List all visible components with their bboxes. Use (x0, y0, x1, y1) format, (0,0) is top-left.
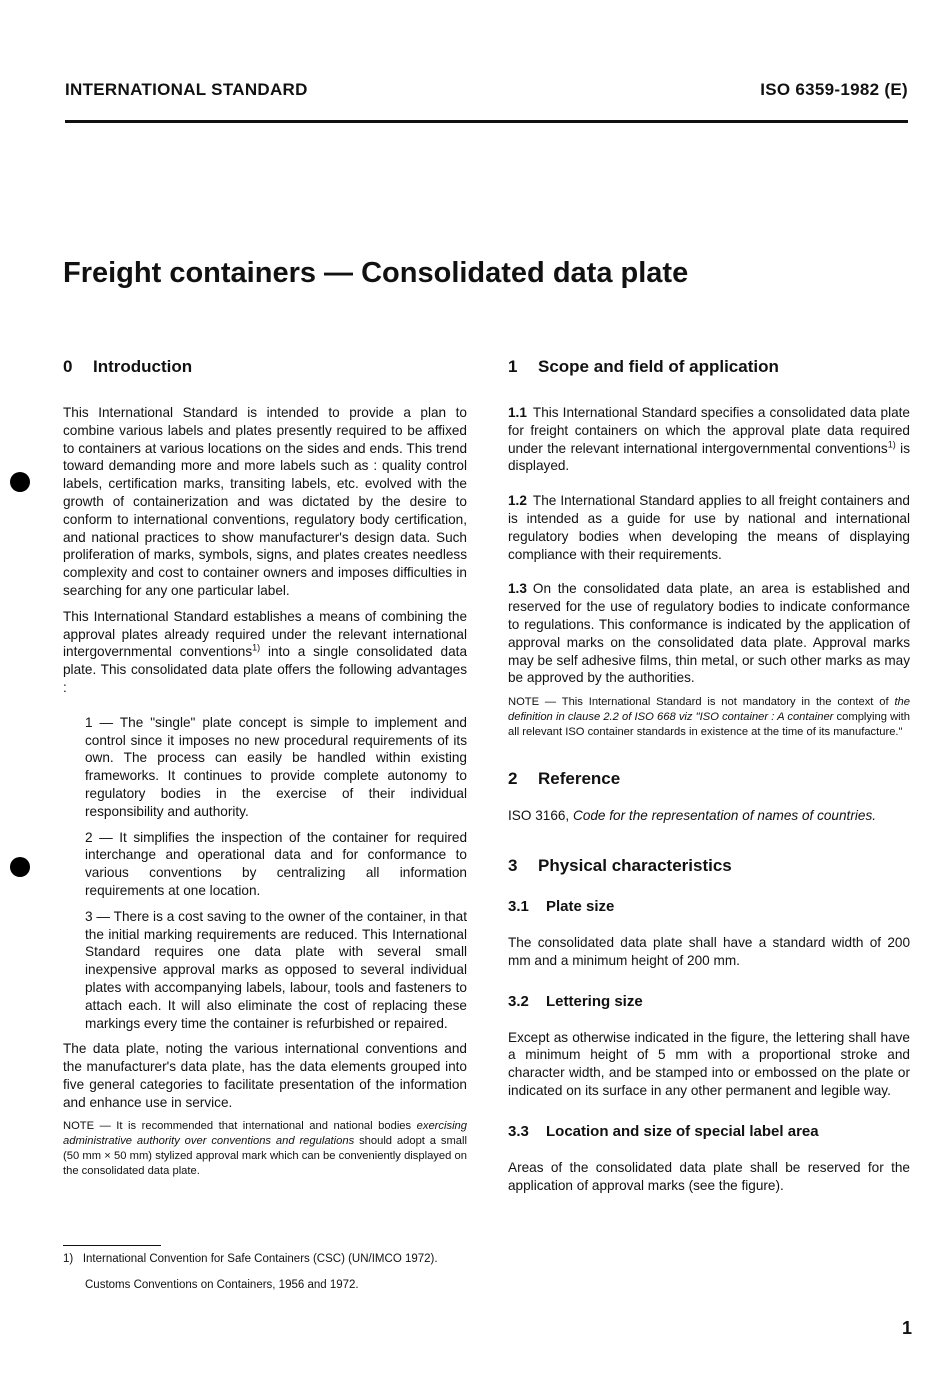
footnote-1 (63, 1251, 438, 1267)
margin-bullet-mark (10, 857, 30, 877)
margin-bullet-mark (10, 472, 30, 492)
clause-text: The International Standard applies to all freight containers and is intended as a guide for use by national and international regulatory bodies when developing the means of displaying compliance with their requirements. (508, 493, 910, 562)
reference-entry (508, 807, 910, 825)
intro-paragraph-2-text: This International Standard establishes a means of combining the approval plates already required under the relevant international intergovernmental conventions (63, 608, 467, 660)
intro-paragraph-3: The data plate, noting the various international conventions and the manufacturer's data plate, has the data elements grouped into five general categories to facilitate presentation of the information and enhance use in service. (63, 1041, 467, 1110)
subsection-title: Location and size of special label area (546, 1122, 819, 1140)
header-rule (65, 120, 908, 123)
reference-code: ISO 3166, (508, 808, 573, 824)
advantage-1: 1 — The "single" plate concept is simple to implement and control since it imposes no new procedural requirements of its own. The process can easily be handled within existing frameworks. It continues to provide complete autonomy to regulatory bodies in the exercise of their individual responsibility and authority. (85, 714, 467, 819)
right-column (508, 356, 910, 1194)
subsection-title: Plate size (546, 897, 615, 915)
left-column (63, 356, 467, 1179)
section-2-heading (508, 768, 910, 790)
label-area-text: Areas of the consolidated data plate shall be reserved for the application of approval marks (see the figure). (508, 1159, 910, 1193)
clause-text: On the consolidated data plate, an area is established and reserved for the use of regulatory bodies to indicate conformance to regulations. This conformance is indicated by the application of approval marks on the consolidated data plate. Approval marks may be self adhesive films, thin metal, or such other marks as may be approved by the authorities. (508, 581, 910, 686)
section-title: Scope and field of application (538, 357, 779, 376)
scope-note (508, 695, 910, 740)
clause-text: This International Standard specifies a consolidated data plate for freight containers on which the approval plate data required under the relevant international intergovernmental conventions (508, 405, 910, 456)
section-3-heading (508, 855, 910, 877)
note-text: This International Standard is not mandatory in the context of (561, 696, 889, 709)
clause-text-end: is displayed. (508, 440, 910, 474)
section-title: Reference (538, 769, 621, 789)
note-label: NOTE — (508, 696, 562, 709)
subsection-number: 3.1 (508, 897, 529, 915)
section-number: 1 (508, 357, 518, 376)
intro-paragraph-2-text-end: into a single consolidated data plate. This consolidated data plate offers the following advantages : (63, 644, 467, 695)
note-text-end: should adopt a small (50 mm × 50 mm) stylized approval mark which can be conveniently displayed on the consolidated data plate. (63, 1135, 467, 1178)
note-label: NOTE — (63, 1120, 117, 1133)
footnote-1-continued: Customs Conventions on Containers, 1956 and 1972. (85, 1279, 359, 1291)
section-number: 2 (508, 769, 518, 789)
subsection-3-2-heading (508, 992, 910, 1012)
subsection-3-3-heading (508, 1122, 910, 1142)
footnote-ref: 1) (252, 642, 261, 653)
clause-1-3 (508, 580, 910, 687)
note-text-end: complying with all relevant ISO container standards in existence at the time of its manufacture." (508, 711, 910, 739)
note-text-italic: the definition in clause 2.2 of ISO 668 viz "ISO container : A container (508, 696, 910, 724)
footnote-ref: 1) (887, 439, 896, 450)
intro-paragraph-2 (63, 608, 467, 697)
note-text-italic: exercising administrative authority over conventions and regulations (63, 1120, 468, 1148)
clause-1-2 (508, 492, 910, 563)
subsection-number: 3.3 (508, 1122, 529, 1140)
reference-title: Code for the representation of names of countries. (573, 808, 877, 824)
section-0-heading (63, 356, 467, 378)
clause-number: 1.2 (508, 493, 527, 509)
header-standard-type: INTERNATIONAL STANDARD (65, 80, 308, 99)
section-number: 3 (508, 855, 518, 875)
plate-size-text: The consolidated data plate shall have a standard width of 200 mm and a minimum height of 200 mm. (508, 934, 910, 968)
intro-note (63, 1119, 467, 1179)
section-1-heading (508, 356, 910, 378)
intro-paragraph-1: This International Standard is intended to provide a plan to combine various labels and plates presently required to be affixed to containers at various locations on the sides and ends. This trend toward demanding more and more labels such as : quality control labels, certification marks, transiting labels, etc. evolved with the growth of containerization and was dictated by the desire to conform to international conventions, regulatory body certification, and national practices to show manufacturer's design data. Such proliferation of marks, symbols, signs, and plates creates needless complexity and cost to container owners and imposes difficulties in searching for any one particular label. (63, 405, 467, 598)
clause-1-1 (508, 404, 910, 475)
clause-number: 1.3 (508, 581, 527, 597)
subsection-title: Lettering size (546, 992, 643, 1010)
advantage-3: 3 — There is a cost saving to the owner of the container, in that the initial marking requirements are reduced. This International Standard requires one data plate with several small inexpensive approval marks as opposed to several individual plates with accompanying labels, labour, tools and fasteners to attach each. It will also eliminate the cost of replacing these markings every time the container is refurbished or repaired. (85, 908, 467, 1031)
footnote-marker: 1) (63, 1253, 74, 1265)
footnote-text: International Convention for Safe Containers (CSC) (UN/IMCO 1972). (82, 1253, 438, 1265)
footnotes (63, 1245, 438, 1293)
section-number: 0 (63, 357, 73, 376)
lettering-size-text: Except as otherwise indicated in the figure, the lettering shall have a minimum height of 5 mm with a proportional stroke and character width, and be stamped into or embossed on the plate or indicated on its surface in any other permanent and legible way. (508, 1029, 910, 1098)
section-title: Physical characteristics (538, 855, 732, 875)
page-number: 1 (901, 1318, 912, 1338)
subsection-number: 3.2 (508, 992, 529, 1010)
clause-number: 1.1 (508, 405, 527, 420)
document-title: Freight containers — Consolidated data plate (63, 257, 689, 289)
advantage-2: 2 — It simplifies the inspection of the container for required interchange and operational data and for conformance to various conventions by centralizing all information requirements at one location. (85, 829, 467, 898)
note-text: It is recommended that international and national bodies (116, 1120, 412, 1133)
header-document-number: ISO 6359-1982 (E) (760, 80, 908, 99)
subsection-3-1-heading (508, 897, 910, 917)
section-title: Introduction (93, 357, 193, 376)
